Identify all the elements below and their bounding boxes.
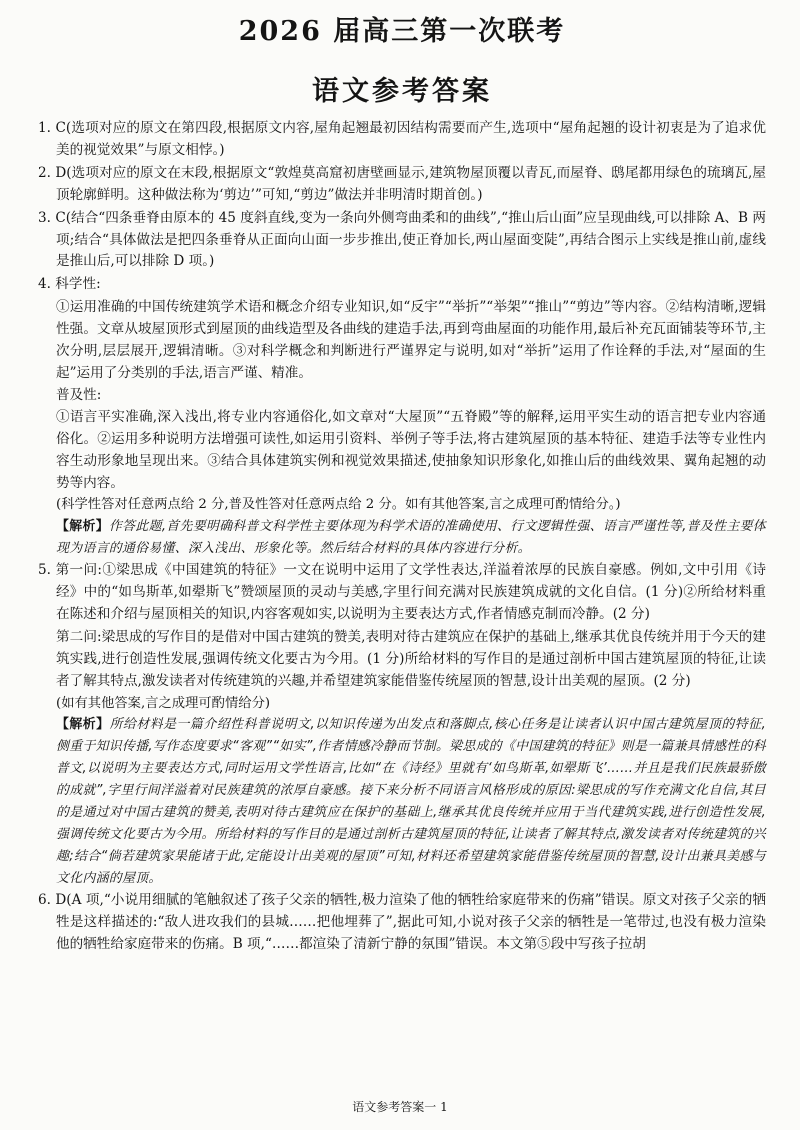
page-footer: 语文参考答案一 1	[352, 1100, 448, 1114]
document-title: 语文参考答案	[312, 76, 492, 107]
answer-q5-part1: 5. 第一问:①梁思成《中国建筑的特征》一文在说明中运用了文学性表达,洋溢着浓厚的民族自豪感。例如,文中引用《诗经》中的“如鸟斯革,如翚斯飞”赞颂屋顶的灵动与美感,字里行间充满对民族建筑成就的文化自信。(1 分)②所给材料重在陈述和介绍与屋顶相关的知识,内容客观如实,以说明为主要表达方式,作者情感克制而冷静。(2 分)	[38, 562, 766, 622]
analysis-tag: 【解析】	[56, 519, 109, 535]
answer-q2: 2. D(选项对应的原文在末段,根据原文“敦煌莫高窟初唐壁画显示,建筑物屋顶覆以青瓦,而屋脊、鸱尾都用绿色的琉璃瓦,屋顶轮廓鲜明。这种做法称为‘剪边’”可知,“剪边”做法并非明清时期首创。)	[38, 164, 766, 203]
analysis-text: 所给材料是一篇介绍性科普说明文,以知识传递为出发点和落脚点,核心任务是让读者认识中国古建筑屋顶的特征,侧重于知识传播,写作态度要求“客观”“如实”,作者情感冷静而节制。梁思成的《中国建筑的特征》则是一篇兼具情感性的科普文,以说明为主要表达方式,同时运用文学性语言,比如“在《诗经》里就有‘如鸟斯革,如翚斯飞’……并且是我们民族最骄傲的成就”,字里行间洋溢着对民族建筑的浓厚自豪感。接下来分析不同语言风格形成的原因:梁思成的写作充满文化自信,其目的是通过对中国古建筑的赞美,表明对待古建筑应在保护的基础上,继承其优良传统并应用于当代建筑实践,进行创造性发展,强调传统文化要古为今用。所给材料的写作目的是通过剖析古建筑屋顶的特征,让读者了解其特点,激发读者对传统建筑的兴趣;结合“倘若建筑家果能诸于此,定能设计出美观的屋顶”可知,材料还希望建筑家能借鉴传统屋顶的智慧,设计出兼具美感与文化内涵的屋顶。	[56, 717, 767, 886]
answer-q4-scientific: ①运用准确的中国传统建筑学术语和概念介绍专业知识,如“反宇”“举折”“举架”“推山”“剪边”等内容。②结构清晰,逻辑性强。文章从坡屋顶形式到屋顶的曲线造型及各曲线的建造手法,再到弯曲屋面的功能作用,最后补充瓦面铺装等环节,主次分明,层层展开,逻辑清晰。③对科学概念和判断进行严谨界定与说明,如对“举折”运用了作诠释的手法,对“屋面的生起”运用了分类别的手法,语言严谨、精准。	[56, 299, 766, 381]
analysis-text: 作答此题,首先要明确科普文科学性主要体现为科学术语的准确使用、行文逻辑性强、语言严谨性等,普及性主要体现为语言的通俗易懂、深入浅出、形象化等。然后结合材料的具体内容进行分析。	[56, 519, 766, 557]
answer-q6: 6. D(A 项,“小说用细腻的笔触叙述了孩子父亲的牺牲,极力渲染了他的牺牲给家庭带来的伤痛”错误。原文对孩子父亲的牺牲是这样描述的:“敌人进攻我们的县城……把他埋葬了”,据此可知,小说对孩子父亲的牺牲是一笔带过,也没有极力渲染他的牺牲给家庭带来的伤痛。B 项,“……都渲染了清新宁静的氛围”错误。本文第⑤段中写孩子拉胡	[38, 891, 766, 952]
answer-q4-popular-label: 普及性:	[56, 386, 102, 403]
answer-q5-scoring-note: (如有其他答案,言之成理可酌情给分)	[56, 695, 271, 711]
answer-q3: 3. C(结合“四条垂脊由原本的 45 度斜直线,变为一条向外侧弯曲柔和的曲线”,“推山后山面”应呈现曲线,可以排除 A、B 两项;结合“具体做法是把四条垂脊从正面向山面一步步推出,使正脊加长,两山屋面变陡”,再结合图示上实线是推山前,虚线是推山后,可以排除 D 项。)	[38, 209, 766, 270]
analysis-tag: 【解析】	[56, 717, 110, 733]
answer-q1: 1. C(选项对应的原文在第四段,根据原文内容,屋角起翘最初因结构需要而产生,选项中“屋角起翘的设计初衷是为了追求优美的视觉效果”与原文相悖。)	[38, 120, 766, 158]
answer-q5-analysis	[38, 714, 766, 889]
exam-title: 2026 届高三第一次联考	[238, 16, 566, 47]
answer-q4-scoring-note: (科学性答对任意两点给 2 分,普及性答对任意两点给 2 分。如有其他答案,言之成理可酌情给分。)	[56, 497, 621, 513]
answer-q4-popular: ①语言平实准确,深入浅出,将专业内容通俗化,如文章对“大屋顶”“五脊殿”等的解释,运用平实生动的语言把专业内容通俗化。②运用多种说明方法增强可读性,如运用引资料、举例子等手法,将古建筑屋顶的基本特征、建造手法等专业性内容生动形象地呈现出来。③结合具体建筑实例和视觉效果描述,使抽象知识形象化,如推山后的曲线效果、翼角起翘的动势等内容。	[56, 408, 766, 491]
answer-q4-label: 4. 科学性:	[38, 276, 101, 293]
answer-q5-part2: 第二问:梁思成的写作目的是借对中国古建筑的赞美,表明对待古建筑应在保护的基础上,继承其优良传统并用于今天的建筑实践,进行创造性发展,强调传统文化要古为今用。(1 分)所给材料的写作目的是通过剖析中国古建筑屋顶的特征,让读者了解其特点,激发读者对传统建筑的兴趣,并希望建筑家能借鉴传统屋顶的智慧,设计出美观的屋顶。(2 分)	[56, 628, 766, 689]
answer-body	[38, 118, 766, 955]
answer-q4-analysis	[38, 516, 766, 560]
